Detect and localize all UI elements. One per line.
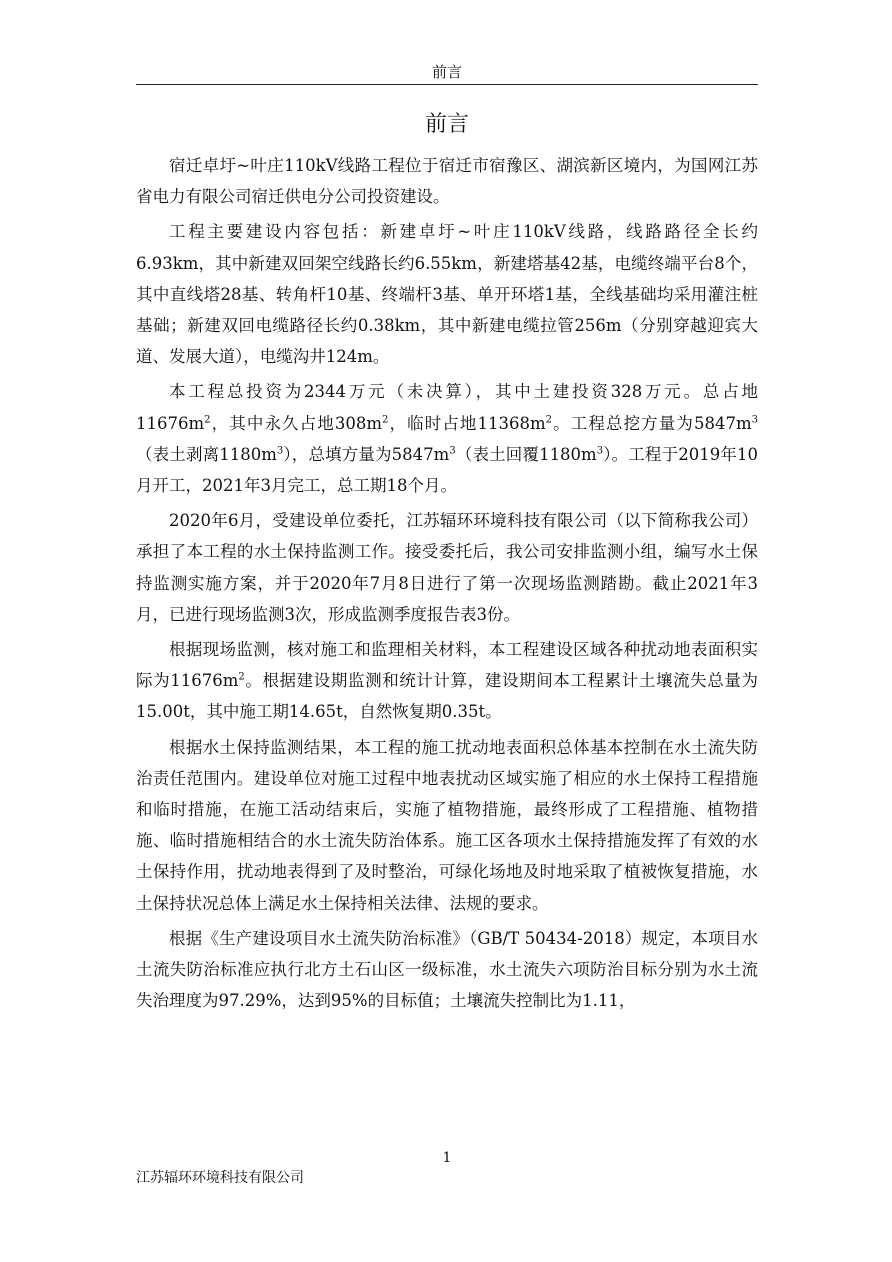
paragraph-text: 根据现场监测，核对施工和监理相关材料，本工程建设区域各种扰动地表面积实际为11676m	[136, 640, 758, 691]
paragraph-text: ，其中永久占地308m	[210, 413, 383, 433]
page-number: 1	[442, 1150, 452, 1166]
paragraph-text: ，临时占地11368m	[388, 413, 546, 433]
footer-company: 江苏辐环环境科技有限公司	[136, 1170, 304, 1186]
superscript: 2	[545, 414, 553, 426]
paragraph-monitoring-commission: 2020年6月，受建设单位委托，江苏辐环环境科技有限公司（以下简称我公司）承担了本工程的水土保持监测工作。接受委托后，我公司安排监测小组，编写水土保持监测实施方案，并于2020年7月8日进行了第一次现场监测踏勘。截止2021年3月，已进行现场监测3次，形成监测季度报告表3份。	[136, 511, 758, 624]
paragraph-text: ）。工程于2019年10月开工，2021年3月完工，总工期18个月。	[136, 444, 759, 496]
paragraph-text: 。根据建设期监测和统计计算，建设期间本工程累计土壤流失总量为15.00t，其中施工期14.65t，自然恢复期0.35t。	[136, 671, 759, 722]
superscript: 3	[276, 445, 284, 457]
paragraph-text: 本工程总投资为2344万元（未决算），其中土建投资328万元。总占地11676m	[136, 382, 758, 433]
paragraph-text: （表土回覆1180m	[455, 444, 597, 464]
paragraph-location: 宿迁卓圩~叶庄110kV线路工程位于宿迁市宿豫区、湖滨新区境内，为国网江苏省电力有限公司宿迁供电分公司投资建设。	[136, 156, 758, 207]
page-title: 前言	[424, 112, 469, 137]
body-text	[136, 150, 758, 1020]
header-rule	[136, 84, 758, 85]
superscript: 2	[204, 414, 211, 426]
superscript: 2	[238, 671, 245, 683]
paragraph-investment	[136, 376, 758, 501]
paragraph-text: 。工程总挖方量为5847m	[552, 413, 752, 433]
paragraph-text: （表土剥离1180m	[136, 444, 277, 464]
paragraph-construction-content: 工程主要建设内容包括：新建卓圩~叶庄110kV线路，线路路径全长约6.93km，其中新建双回架空线路长约6.55km，新建塔基42基，电缆终端平台8个，其中直线塔28基、转角杆10基、终端杆3基、单开环塔1基，全线基础均采用灌注桩基础；新建双回电缆路径长约0.38km，其中新建电缆拉管256m（分别穿越迎宾大道、发展大道），电缆沟井124m。	[136, 222, 758, 367]
superscript: 2	[382, 414, 389, 426]
superscript: 3	[449, 445, 456, 457]
superscript: 3	[751, 414, 759, 426]
paragraph-monitoring-results: 根据水土保持监测结果，本工程的施工扰动地表面积总体基本控制在水土流失防治责任范围内。建设单位对施工过程中地表扰动区域实施了相应的水土保持工程措施和临时措施，在施工活动结束后，实施了植物措施，最终形成了工程措施、植物措施、临时措施相结合的水土流失防治体系。施工区各项水土保持措施发挥了有效的水土保持作用，扰动地表得到了及时整治，可绿化场地及时地采取了植被恢复措施，水土保持状况总体上满足水土保持相关法律、法规的要求。	[136, 737, 758, 913]
paragraph-text: ），总填方量为5847m	[283, 444, 450, 464]
paragraph-standards: 根据《生产建设项目水土流失防治标准》（GB/T 50434-2018）规定，本项目水土流失防治标准应执行北方土石山区一级标准，水土流失六项防治目标分别为水土流失治理度为97.29%，达到95%的目标值；土壤流失控制比为1.11，	[136, 928, 758, 1011]
superscript: 3	[596, 445, 604, 457]
running-header: 前言	[431, 63, 462, 81]
paragraph-disturbance-area	[136, 634, 758, 728]
